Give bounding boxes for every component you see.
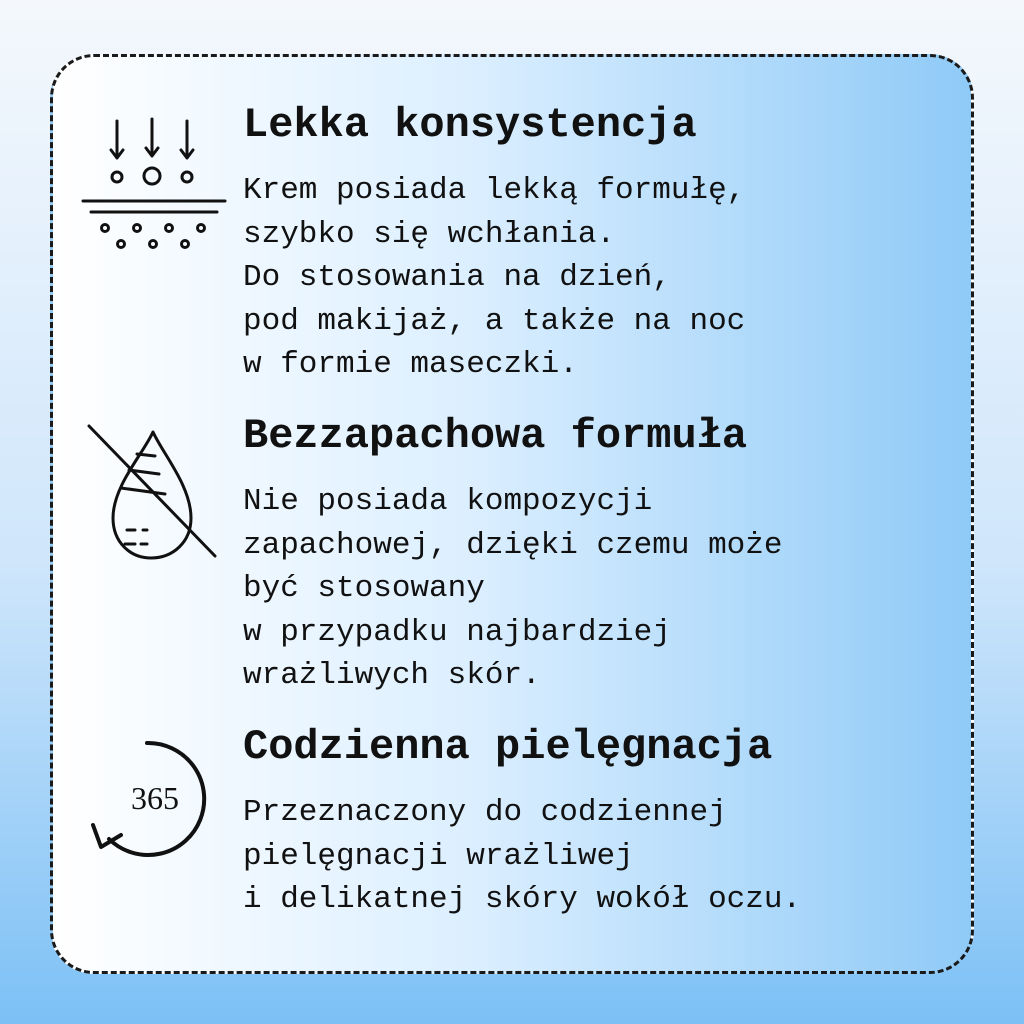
fragrance-free-icon [83,420,223,570]
description-line: wrażliwych skór. [243,658,541,693]
description-line: w przypadku najbardziej [243,614,671,650]
feature-description [243,169,745,387]
feature-title: Codzienna pielęgnacja [243,723,773,771]
description-line: Do stosowania na dzień, [243,260,671,295]
description-line: pielęgnacji wrażliwej [243,838,634,874]
feature-title: Bezzapachowa formuła [243,412,748,460]
description-line: Nie posiada kompozycji [243,484,653,519]
feature-title: Lekka konsystencja [243,101,697,149]
description-line: szybko się wchłania. [243,216,616,252]
icon-365-label: 365 [131,780,179,816]
description-line: w formie maseczki. [243,347,578,382]
description-line: i delikatnej skóry wokół oczu. [243,882,802,917]
description-line: pod makijaż, a także na noc [243,303,746,339]
feature-description [243,480,783,698]
description-line: zapachowej, dzięki czemu może [243,527,783,563]
description-line: Przeznaczony do codziennej [243,795,727,830]
daily-365-icon [87,733,227,863]
description-line: być stosowany [243,571,485,606]
feature-card [50,54,974,974]
absorption-icon [79,115,229,255]
feature-description [243,791,801,922]
description-line: Krem posiada lekką formułę, [243,173,746,208]
